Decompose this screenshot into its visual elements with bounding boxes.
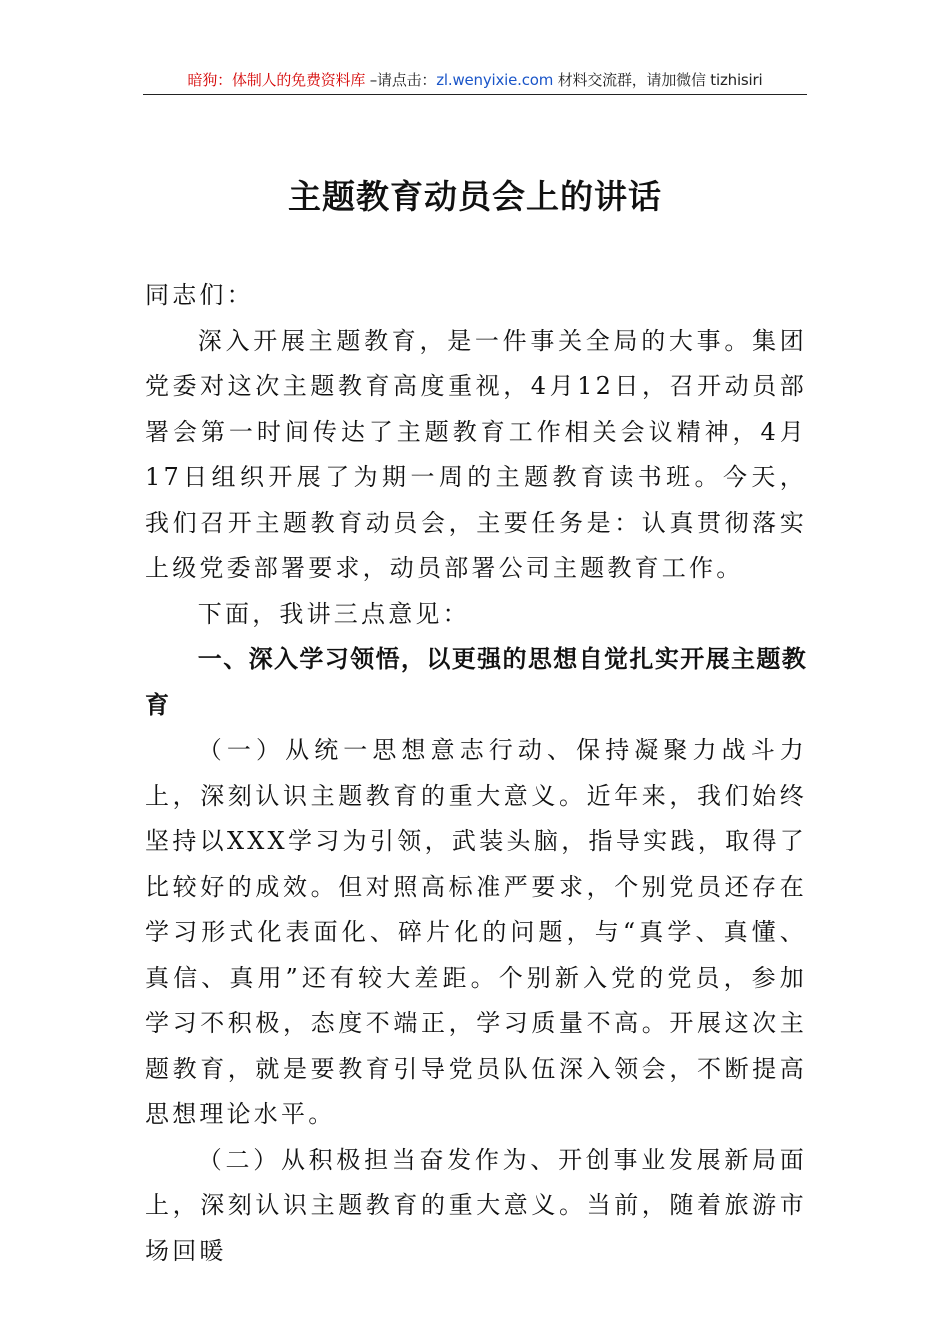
header-prompt: –请点击： bbox=[365, 71, 437, 89]
salutation: 同志们： bbox=[145, 281, 254, 309]
header-url-link[interactable]: zl.wenyixie.com bbox=[436, 71, 554, 89]
header-contact: 材料交流群，请加微信 tizhisiri bbox=[553, 71, 763, 89]
section-heading-1: 一、深入学习领悟，以更强的思想自觉扎实开展主题教育 bbox=[145, 645, 807, 719]
paragraph-intro: 深入开展主题教育，是一件事关全局的大事。集团党委对这次主题教育高度重视，4月12日，召开动员部署会第一时间传达了主题教育工作相关会议精神，4月17日组织开展了为期一周的主题教育读书班。今天，我们召开主题教育动员会，主要任务是：认真贯彻落实上级党委部署要求，动员部署公司主题教育工作。 bbox=[145, 326, 807, 582]
paragraph-section1-item2: （二）从积极担当奋发作为、开创事业发展新局面上，深刻认识主题教育的重大意义。当前，随着旅游市场回暖 bbox=[145, 1145, 807, 1265]
header-site-name: 暗狗：体制人的免费资料库 bbox=[187, 71, 366, 89]
page-header bbox=[143, 66, 807, 95]
document-title: 主题教育动员会上的讲话 bbox=[288, 177, 662, 216]
document-body bbox=[145, 273, 807, 1274]
paragraph-section1-item1: （一）从统一思想意志行动、保持凝聚力战斗力上，深刻认识主题教育的重大意义。近年来，我们始终坚持以XXX学习为引领，武装头脑，指导实践，取得了比较好的成效。但对照高标准严要求，个别党员还存在学习形式化表面化、碎片化的问题，与“真学、真懂、真信、真用”还有较大差距。个别新入党的党员，参加学习不积极，态度不端正，学习质量不高。开展这次主题教育，就是要教育引导党员队伍深入领会，不断提高思想理论水平。 bbox=[145, 736, 807, 1128]
paragraph-outline: 下面，我讲三点意见： bbox=[197, 599, 470, 628]
